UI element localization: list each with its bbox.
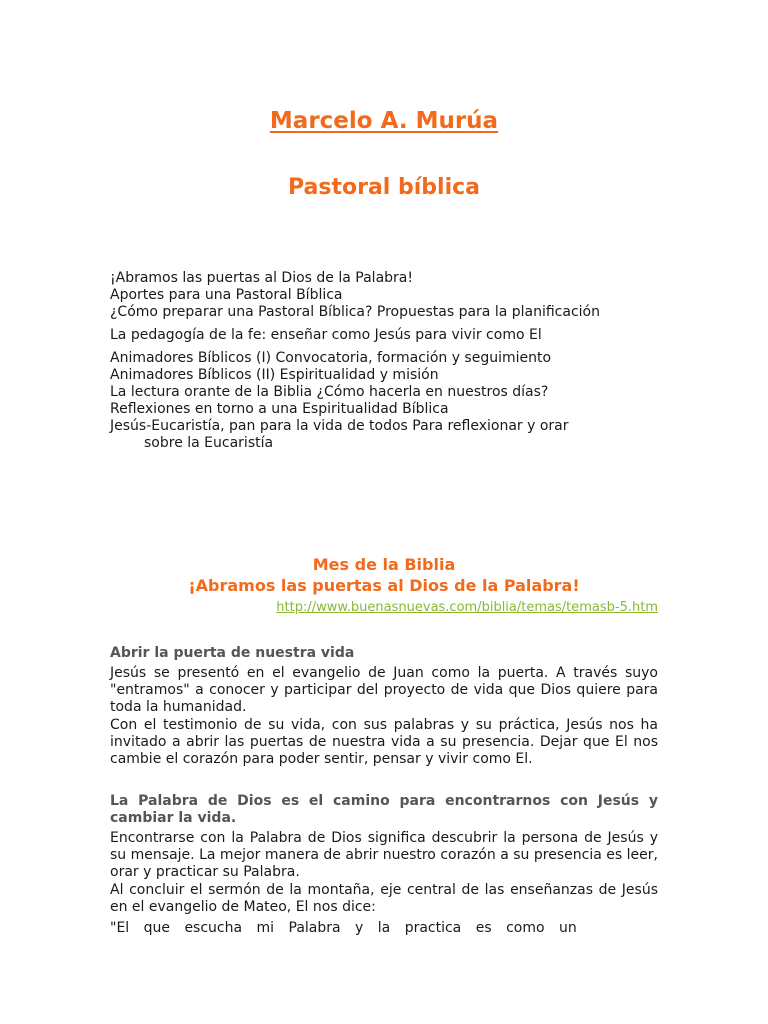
toc-item-continuation: sobre la Eucaristía	[144, 435, 274, 451]
paragraph: "El que escucha mi Palabra y la practica es como un	[110, 920, 577, 936]
paragraph: Con el testimonio de su vida, con sus palabras y su práctica, Jesús nos ha invitado a abrir las puertas de nuestra vida a su presencia. Dejar que El nos cambie el corazón para poder sentir, pensar y vivir como El.	[110, 717, 658, 767]
source-url-link[interactable]: http://www.buenasnuevas.com/biblia/temas/temasb-5.htm	[276, 600, 658, 615]
author-link[interactable]: Marcelo A. Murúa	[269, 108, 499, 134]
toc-item: La pedagogía de la fe: enseñar como Jesús para vivir como El	[110, 327, 542, 343]
section-title-line2: ¡Abramos las puertas al Dios de la Palabra!	[188, 576, 580, 595]
paragraph: Encontrarse con la Palabra de Dios significa descubrir la persona de Jesús y su mensaje. La mejor manera de abrir nuestro corazón a su presencia es leer, orar y practicar su Palabra.	[110, 830, 658, 880]
subheading-open-door	[110, 645, 658, 662]
toc-item: Animadores Bíblicos (I) Convocatoria, formación y seguimiento	[110, 350, 552, 366]
toc-item: La lectura orante de la Biblia ¿Cómo hacerla en nuestros días?	[110, 384, 549, 400]
section-title-line1: Mes de la Biblia	[312, 555, 456, 574]
table-of-contents	[110, 270, 700, 452]
sub-heading: La Palabra de Dios es el camino para encontrarnos con Jesús y cambiar la vida.	[110, 793, 658, 826]
paragraph: Al concluir el sermón de la montaña, eje central de las enseñanzas de Jesús en el evangelio de Mateo, El nos dice:	[110, 882, 658, 915]
toc-item: ¿Cómo preparar una Pastoral Bíblica? Propuestas para la planificación	[110, 304, 600, 320]
sub-heading: Abrir la puerta de nuestra vida	[110, 645, 355, 661]
subheading-word-of-god	[110, 793, 658, 827]
toc-item: Reflexiones en torno a una Espiritualidad Bíblica	[110, 401, 449, 417]
toc-item: Animadores Bíblicos (II) Espiritualidad y misión	[110, 367, 439, 383]
document-subtitle: Pastoral bíblica	[287, 175, 480, 200]
toc-item: Jesús-Eucaristía, pan para la vida de todos Para reflexionar y orar	[110, 418, 569, 434]
toc-item: ¡Abramos las puertas al Dios de la Palabra!	[110, 270, 413, 286]
paragraph: Jesús se presentó en el evangelio de Juan como la puerta. A través suyo "entramos" a conocer y participar del proyecto de vida que Dios quiere para toda la humanidad.	[110, 665, 658, 715]
toc-item: Aportes para una Pastoral Bíblica	[110, 287, 343, 303]
author-name[interactable]	[0, 108, 768, 134]
